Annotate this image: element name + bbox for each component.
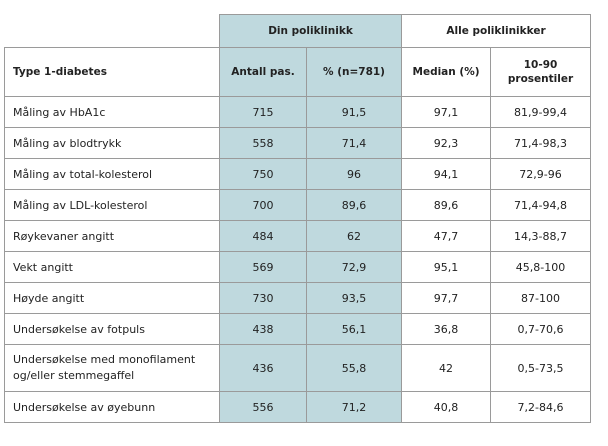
cell-persentil: 71,4-94,8: [491, 190, 591, 221]
cell-persentil: 71,4-98,3: [491, 128, 591, 159]
group-header-empty: [5, 15, 220, 48]
cell-antall: 715: [220, 97, 307, 128]
group-header-din-poliklinikk: Din poliklinikk: [220, 15, 402, 48]
cell-antall: 558: [220, 128, 307, 159]
cell-antall: 750: [220, 159, 307, 190]
row-label: Høyde angitt: [5, 283, 220, 314]
row-label: Måling av LDL-kolesterol: [5, 190, 220, 221]
cell-prosent: 55,8: [307, 345, 402, 392]
cell-persentil: 0,7-70,6: [491, 314, 591, 345]
cell-antall: 730: [220, 283, 307, 314]
cell-antall: 436: [220, 345, 307, 392]
table-row: [5, 97, 591, 128]
table-row: [5, 221, 591, 252]
table-row: [5, 314, 591, 345]
cell-prosent: 93,5: [307, 283, 402, 314]
cell-prosent: 62: [307, 221, 402, 252]
cell-median: 47,7: [402, 221, 491, 252]
cell-antall: 484: [220, 221, 307, 252]
cell-persentil: 87-100: [491, 283, 591, 314]
table-row: [5, 283, 591, 314]
row-label: [5, 345, 220, 392]
column-header-prosent: % (n=781): [307, 48, 402, 97]
table-body: [5, 97, 591, 423]
group-header-row: [5, 15, 591, 48]
group-header-alle-poliklinikker: Alle poliklinikker: [402, 15, 591, 48]
row-label: Undersøkelse av øyebunn: [5, 392, 220, 423]
cell-antall: 700: [220, 190, 307, 221]
table-row: [5, 159, 591, 190]
column-header-persentil: [491, 48, 591, 97]
cell-median: 94,1: [402, 159, 491, 190]
cell-persentil: 7,2-84,6: [491, 392, 591, 423]
cell-median: 36,8: [402, 314, 491, 345]
row-label: Måling av total-kolesterol: [5, 159, 220, 190]
cell-antall: 556: [220, 392, 307, 423]
cell-median: 42: [402, 345, 491, 392]
row-label: Vekt angitt: [5, 252, 220, 283]
cell-prosent: 89,6: [307, 190, 402, 221]
table-row: [5, 190, 591, 221]
column-header-type: Type 1-diabetes: [5, 48, 220, 97]
cell-median: 95,1: [402, 252, 491, 283]
cell-median: 97,7: [402, 283, 491, 314]
cell-prosent: 91,5: [307, 97, 402, 128]
cell-persentil: 81,9-99,4: [491, 97, 591, 128]
cell-persentil: 0,5-73,5: [491, 345, 591, 392]
row-label-text: Undersøkelse med monofilament og/eller stemmegaffel: [13, 353, 196, 382]
column-header-antall: Antall pas.: [220, 48, 307, 97]
persentil-header-text: 10-90 prosentiler: [507, 59, 574, 85]
cell-median: 92,3: [402, 128, 491, 159]
cell-prosent: 56,1: [307, 314, 402, 345]
cell-antall: 438: [220, 314, 307, 345]
column-header-row: [5, 48, 591, 97]
table-row: [5, 345, 591, 392]
cell-prosent: 96: [307, 159, 402, 190]
row-label: Måling av blodtrykk: [5, 128, 220, 159]
cell-median: 97,1: [402, 97, 491, 128]
row-label: Røykevaner angitt: [5, 221, 220, 252]
table-row: [5, 128, 591, 159]
table-row: [5, 252, 591, 283]
row-label: Undersøkelse av fotpuls: [5, 314, 220, 345]
cell-median: 40,8: [402, 392, 491, 423]
cell-antall: 569: [220, 252, 307, 283]
cell-prosent: 71,4: [307, 128, 402, 159]
column-header-median: Median (%): [402, 48, 491, 97]
cell-persentil: 72,9-96: [491, 159, 591, 190]
cell-persentil: 14,3-88,7: [491, 221, 591, 252]
cell-persentil: 45,8-100: [491, 252, 591, 283]
cell-prosent: 72,9: [307, 252, 402, 283]
row-label: Måling av HbA1c: [5, 97, 220, 128]
table-container: [4, 14, 591, 423]
cell-prosent: 71,2: [307, 392, 402, 423]
quality-indicator-table: [4, 14, 591, 423]
table-row: [5, 392, 591, 423]
cell-median: 89,6: [402, 190, 491, 221]
